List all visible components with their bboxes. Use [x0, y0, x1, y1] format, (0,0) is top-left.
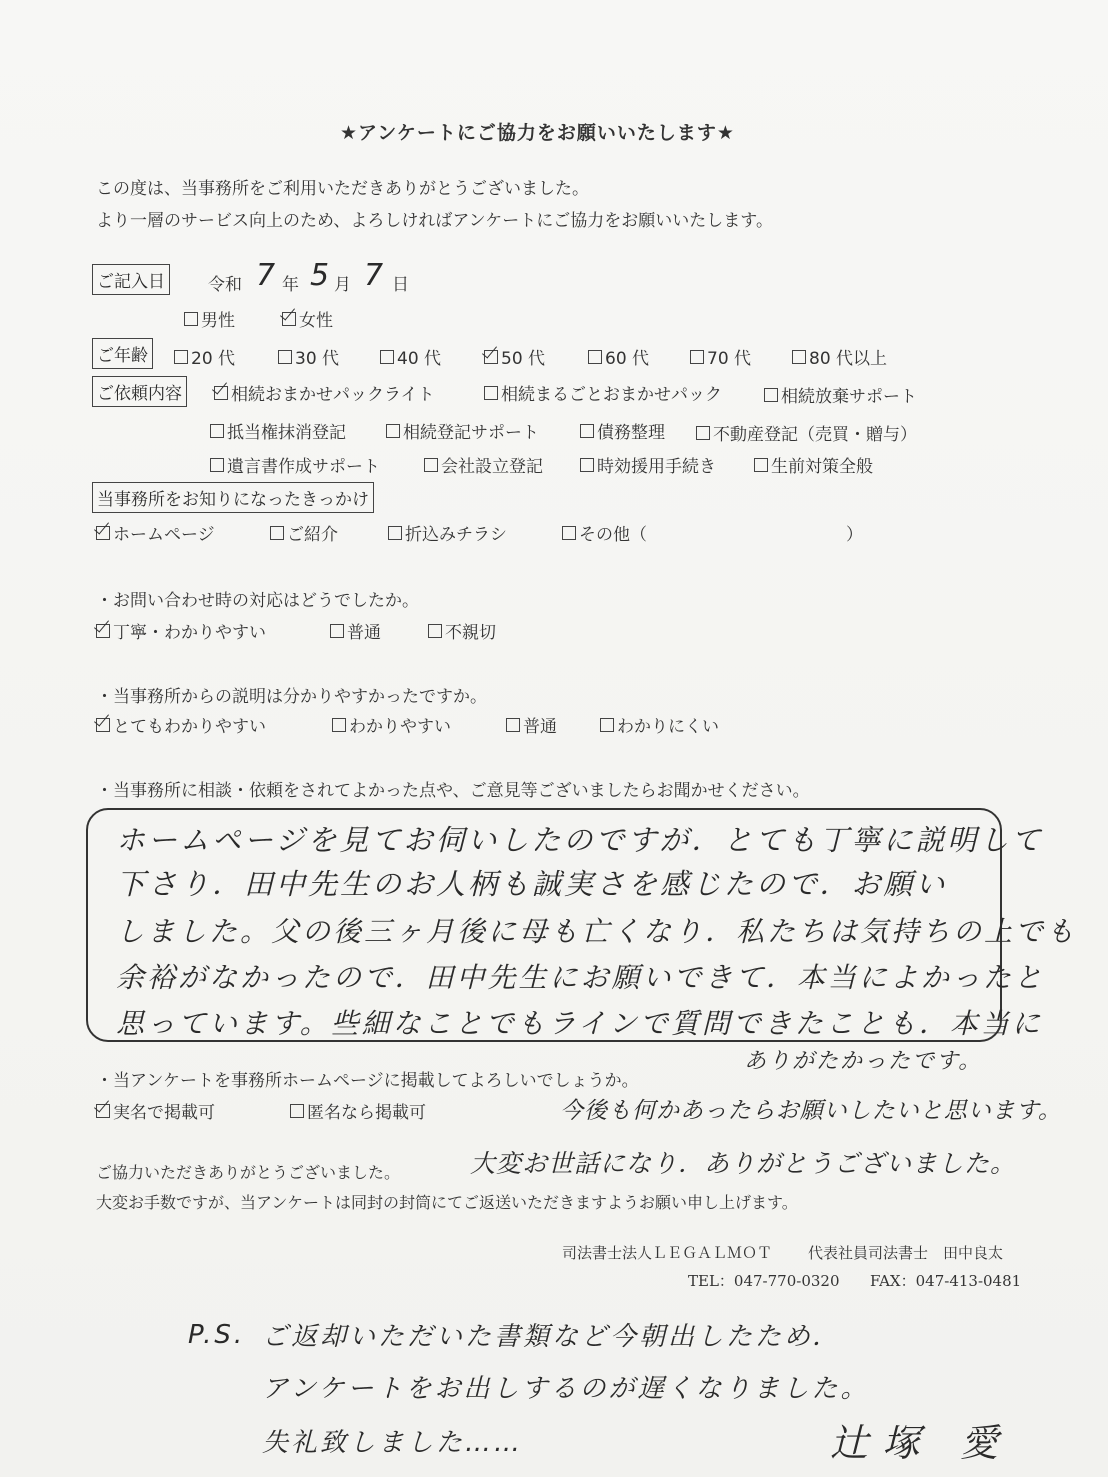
- office-tel: TEL：047-770-0320: [688, 1272, 840, 1290]
- request-option[interactable]: [696, 420, 917, 445]
- checkbox-icon[interactable]: [764, 388, 778, 402]
- office-fax: FAX：047-413-0481: [870, 1272, 1022, 1290]
- comment-line: 余裕がなかったので．田中先生にお願いできて．本当によかったと: [116, 961, 1045, 994]
- age-option-label: 30 代: [295, 349, 340, 369]
- q-contact-option-label: 普通: [347, 623, 381, 643]
- date-day[interactable]: 7: [364, 258, 387, 293]
- q-comment-question: ・当事務所に相談・依頼をされてよかった点や、ご意見等ございましたらお聞かせください。: [96, 781, 810, 801]
- date-era: 令和: [208, 275, 242, 295]
- q-explain-option[interactable]: [96, 712, 266, 737]
- checkbox-icon[interactable]: [754, 458, 768, 472]
- survey-title: ★アンケートにご協力をお願いいたします★: [340, 122, 735, 144]
- comment-line: ホームページを見てお伺いしたのですが．とても丁寧に説明して: [116, 823, 1044, 857]
- trigger-option-label: ホームページ: [113, 525, 215, 545]
- checkbox-icon[interactable]: [330, 624, 344, 638]
- checkbox-icon[interactable]: [690, 350, 704, 364]
- request-option[interactable]: [386, 418, 539, 443]
- request-option-label: 相続登記サポート: [403, 423, 539, 443]
- checkbox-icon[interactable]: [588, 350, 602, 364]
- checkbox-icon[interactable]: [696, 426, 710, 440]
- comment-line: 大変お世話になり．ありがとうございました。: [470, 1149, 1017, 1178]
- trigger-option[interactable]: [96, 520, 215, 545]
- checked-checkbox-icon[interactable]: [282, 312, 296, 326]
- q-explain-question: ・当事務所からの説明は分かりやすかったですか。: [96, 687, 487, 707]
- date-day-unit: 日: [392, 275, 409, 295]
- request-option-label: 相続放棄サポート: [781, 387, 917, 407]
- age-option-label: 50 代: [501, 349, 546, 369]
- request-option-label: 抵当権抹消登記: [227, 423, 346, 443]
- request-option-label: 相続おまかせパックライト: [231, 385, 435, 405]
- age-option-40s[interactable]: [380, 344, 441, 369]
- q-contact-option[interactable]: [330, 618, 381, 643]
- gender-label-male: 男性: [201, 311, 235, 331]
- q-explain-option-label: とてもわかりやすい: [113, 717, 266, 737]
- q-contact-option[interactable]: [428, 618, 496, 643]
- q-explain-option[interactable]: [332, 712, 451, 737]
- checkbox-icon[interactable]: [580, 458, 594, 472]
- request-option-label: 相続まるごとおまかせパック: [501, 385, 722, 405]
- trigger-close-paren: ）: [846, 525, 863, 545]
- request-option[interactable]: [580, 418, 665, 443]
- q-publish-option[interactable]: [96, 1098, 215, 1123]
- comment-line: 下さり．田中先生のお人柄も誠実さを感じたので．お願い: [116, 867, 948, 901]
- request-option[interactable]: [210, 452, 380, 477]
- age-option-50s[interactable]: [484, 344, 545, 369]
- age-option-label: 20 代: [191, 349, 236, 369]
- closing-line-1: ご協力いただきありがとうございました。: [96, 1163, 401, 1182]
- request-option[interactable]: [214, 380, 435, 405]
- request-option-label: 生前対策全般: [771, 457, 873, 477]
- date-label: ご記入日: [92, 264, 170, 295]
- age-option-label: 60 代: [605, 349, 650, 369]
- checked-checkbox-icon[interactable]: [96, 526, 110, 540]
- ps-line: ご返却いただいた書類など今朝出したため．: [262, 1322, 841, 1352]
- checkbox-icon[interactable]: [332, 718, 346, 732]
- comment-line: 今後も何かあったらお願いしたいと思います。: [560, 1098, 1062, 1124]
- q-publish-question: ・当アンケートを事務所ホームページに掲載してよろしいでしょうか。: [96, 1071, 639, 1091]
- date-year-unit: 年: [282, 275, 299, 295]
- date-year[interactable]: 7: [256, 258, 279, 293]
- q-publish-option-label: 実名で掲載可: [113, 1103, 215, 1123]
- intro-line-2: より一層のサービス向上のため、よろしければアンケートにご協力をお願いいたします。: [96, 211, 773, 231]
- intro-line-1: この度は、当事務所をご利用いただきありがとうございました。: [96, 179, 589, 199]
- checkbox-icon[interactable]: [484, 386, 498, 400]
- age-option-30s[interactable]: [278, 344, 339, 369]
- checkbox-icon[interactable]: [290, 1104, 304, 1118]
- trigger-option-label: ご紹介: [287, 525, 338, 545]
- checkbox-icon[interactable]: [386, 424, 400, 438]
- q-explain-option-label: わかりにくい: [617, 717, 719, 737]
- request-option[interactable]: [754, 452, 873, 477]
- request-option-label: 不動産登記（売買・贈与）: [713, 425, 917, 445]
- request-option[interactable]: [764, 382, 917, 407]
- checkbox-icon[interactable]: [210, 424, 224, 438]
- gender-option-male[interactable]: [184, 306, 235, 331]
- trigger-option-label: 折込みチラシ: [405, 525, 507, 545]
- q-explain-option[interactable]: [506, 712, 557, 737]
- q-contact-question: ・お問い合わせ時の対応はどうでしたか。: [96, 591, 419, 611]
- checkbox-icon[interactable]: [174, 350, 188, 364]
- office-rep: 代表社員司法書士 田中良太: [808, 1244, 1004, 1262]
- checked-checkbox-icon[interactable]: [214, 386, 228, 400]
- q-contact-option-label: 丁寧・わかりやすい: [113, 623, 266, 643]
- age-option-70s[interactable]: [690, 344, 751, 369]
- request-option[interactable]: [580, 452, 716, 477]
- q-publish-option-label: 匿名なら掲載可: [307, 1103, 426, 1123]
- checkbox-icon[interactable]: [184, 312, 198, 326]
- comment-line: ありがたかったです。: [744, 1049, 983, 1074]
- checkbox-icon[interactable]: [380, 350, 394, 364]
- request-option[interactable]: [210, 418, 346, 443]
- checked-checkbox-icon[interactable]: [484, 350, 498, 364]
- q-explain-option-label: わかりやすい: [349, 717, 451, 737]
- q-explain-option[interactable]: [600, 712, 719, 737]
- trigger-option-label: その他（: [579, 525, 647, 545]
- checkbox-icon[interactable]: [270, 526, 284, 540]
- comment-line: しました。父の後三ヶ月後に母も亡くなり．私たちは気持ちの上でも: [116, 915, 1078, 948]
- checkbox-icon[interactable]: [424, 458, 438, 472]
- age-option-80s-plus[interactable]: [792, 344, 887, 369]
- checkbox-icon[interactable]: [600, 718, 614, 732]
- ps-line: 失礼致しました……: [262, 1428, 524, 1458]
- checked-checkbox-icon[interactable]: [96, 1104, 110, 1118]
- checkbox-icon[interactable]: [388, 526, 402, 540]
- q-explain-option-label: 普通: [523, 717, 557, 737]
- request-option-label: 遺言書作成サポート: [227, 457, 380, 477]
- office-name: 司法書士法人ＬＥＧＡＬＭＯＴ: [562, 1244, 773, 1262]
- request-option-label: 時効援用手続き: [597, 457, 716, 477]
- q-contact-option-label: 不親切: [445, 623, 496, 643]
- checked-checkbox-icon[interactable]: [96, 718, 110, 732]
- trigger-label: 当事務所をお知りになったきっかけ: [92, 482, 374, 513]
- age-option-label: 80 代以上: [809, 349, 888, 369]
- gender-option-female[interactable]: [282, 306, 333, 331]
- q-contact-option[interactable]: [96, 618, 266, 643]
- date-month[interactable]: 5: [310, 258, 333, 293]
- checkbox-icon[interactable]: [210, 458, 224, 472]
- q-publish-option[interactable]: [290, 1098, 426, 1123]
- ps-line: アンケートをお出しするのが遅くなりました。: [262, 1374, 870, 1404]
- signature: 辻塚 愛: [830, 1421, 1013, 1465]
- checkbox-icon[interactable]: [278, 350, 292, 364]
- request-option[interactable]: [484, 380, 722, 405]
- checkbox-icon[interactable]: [506, 718, 520, 732]
- date-month-unit: 月: [334, 275, 351, 295]
- ps-prefix: P.S.: [188, 1320, 246, 1350]
- checkbox-icon[interactable]: [580, 424, 594, 438]
- checkbox-icon[interactable]: [562, 526, 576, 540]
- age-option-label: 40 代: [397, 349, 442, 369]
- age-label: ご年齢: [92, 338, 153, 369]
- gender-label-female: 女性: [299, 311, 333, 331]
- trigger-option[interactable]: [270, 520, 338, 545]
- request-option-label: 会社設立登記: [441, 457, 543, 477]
- age-option-label: 70 代: [707, 349, 752, 369]
- comment-line: 思っています。些細なことでもラインで質問できたことも．本当に: [116, 1007, 1043, 1040]
- checkbox-icon[interactable]: [428, 624, 442, 638]
- closing-line-2: 大変お手数ですが、当アンケートは同封の封筒にてご返送いただきますようお願い申し上げます。: [96, 1193, 798, 1212]
- request-option[interactable]: [424, 452, 543, 477]
- trigger-option-other[interactable]: [562, 520, 647, 545]
- request-label: ご依頼内容: [92, 376, 187, 407]
- age-option-60s[interactable]: [588, 344, 649, 369]
- request-option-label: 債務整理: [597, 423, 665, 443]
- trigger-option[interactable]: [388, 520, 507, 545]
- checked-checkbox-icon[interactable]: [96, 624, 110, 638]
- age-option-20s[interactable]: [174, 344, 235, 369]
- checkbox-icon[interactable]: [792, 350, 806, 364]
